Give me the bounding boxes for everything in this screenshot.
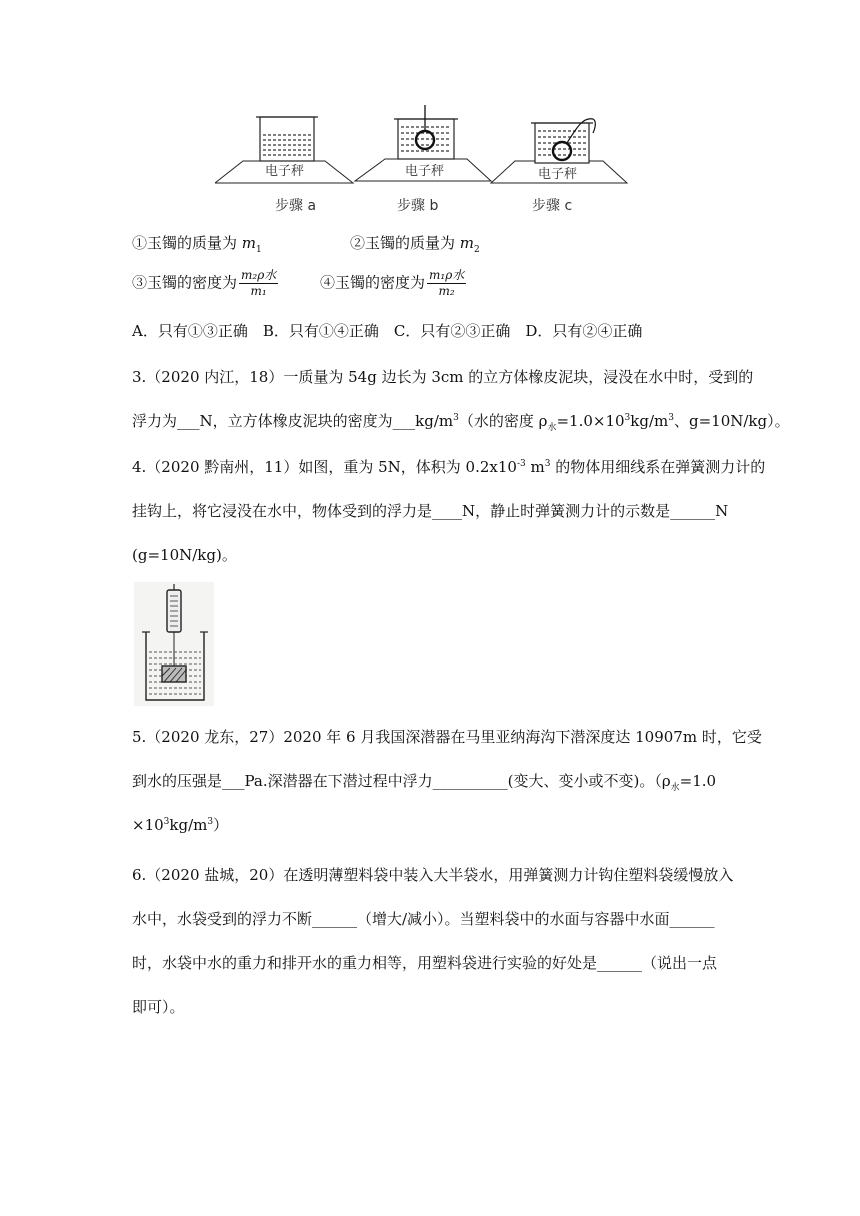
scale-label-b: 电子秤 — [405, 164, 445, 179]
beaker-scale-figure — [215, 105, 635, 187]
statement-3: ③玉镯的密度为 $\frac{\text{m₂ρ水}}{\text{m₁}}$ — [132, 268, 277, 298]
step-c-label: 步骤 c — [532, 198, 573, 214]
scale-label-a: 电子秤 — [265, 164, 305, 179]
fraction-3: $\frac{\text{m₂ρ水}}{\text{m₁}}$ — [241, 268, 277, 298]
q3-line-1: 3.（2020 内江，18）一质量为 54g 边长为 3cm 的立方体橡皮泥块，浸没在水中时，受到的 — [132, 368, 754, 386]
step-a-label: 步骤 a — [275, 198, 317, 214]
q6-line-1: 6.（2020 盐城，20）在透明薄塑料袋中装入大半袋水，用弹簧测力计钩住塑料袋缓慢放入 — [132, 866, 734, 884]
q6-line-4: 即可）。 — [132, 998, 185, 1016]
statement-2: ②玉镯的质量为 $m_2$ — [350, 234, 480, 255]
statement-4: ④玉镯的密度为 $\frac{\text{m₁ρ水}}{\text{m₂}}$ — [320, 268, 465, 298]
q3-line-2: 浮力为___N，立方体橡皮泥块的密度为$\_\_\_kg/m^3$（水的密度 $\rho_水=1.0\times 10^3kg/m^3$、g=10N/kg）。 — [132, 412, 790, 433]
answer-options: A．只有①③正确 B．只有①④正确 C．只有②③正确 D．只有②④正确 — [132, 322, 643, 340]
q6-line-3: 时，水袋中水的重力和排开水的重力相等，用塑料袋进行实验的好处是______（说出一点 — [132, 954, 718, 972]
q4-line-3: (g=10N/kg)。 — [132, 546, 237, 564]
q4-line-1: 4.（2020 黔南州，11）如图，重为 5N，体积为 $0.2x10^{-3}$ $m^3$ 的物体用细线系在弹簧测力计的 — [132, 458, 766, 476]
q5-line-2: 到水的压强是___Pa.深潜器在下潜过程中浮力__________(变大、变小或不变)。（$\rho_水=1.0$ — [132, 772, 717, 793]
q5-line-1: 5.（2020 龙东，27）2020 年 6 月我国深潜器在马里亚纳海沟下潜深度达 10907m 时，它受 — [132, 728, 762, 746]
q5-line-3: $\times 10^3kg/m^3$） — [132, 816, 229, 834]
statement-1: ①玉镯的质量为 $m_1$ — [132, 234, 262, 255]
scale-label-c: 电子秤 — [538, 167, 578, 182]
fraction-4: $\frac{\text{m₁ρ水}}{\text{m₂}}$ — [429, 268, 465, 298]
spring-balance-figure — [134, 582, 214, 706]
q4-line-2: 挂钩上，将它浸没在水中，物体受到的浮力是____N，静止时弹簧测力计的示数是______N — [132, 502, 729, 520]
q6-line-2: 水中，水袋受到的浮力不断______（增大/减小）。当塑料袋中的水面与容器中水面______ — [132, 910, 715, 928]
step-b-label: 步骤 b — [397, 198, 439, 214]
